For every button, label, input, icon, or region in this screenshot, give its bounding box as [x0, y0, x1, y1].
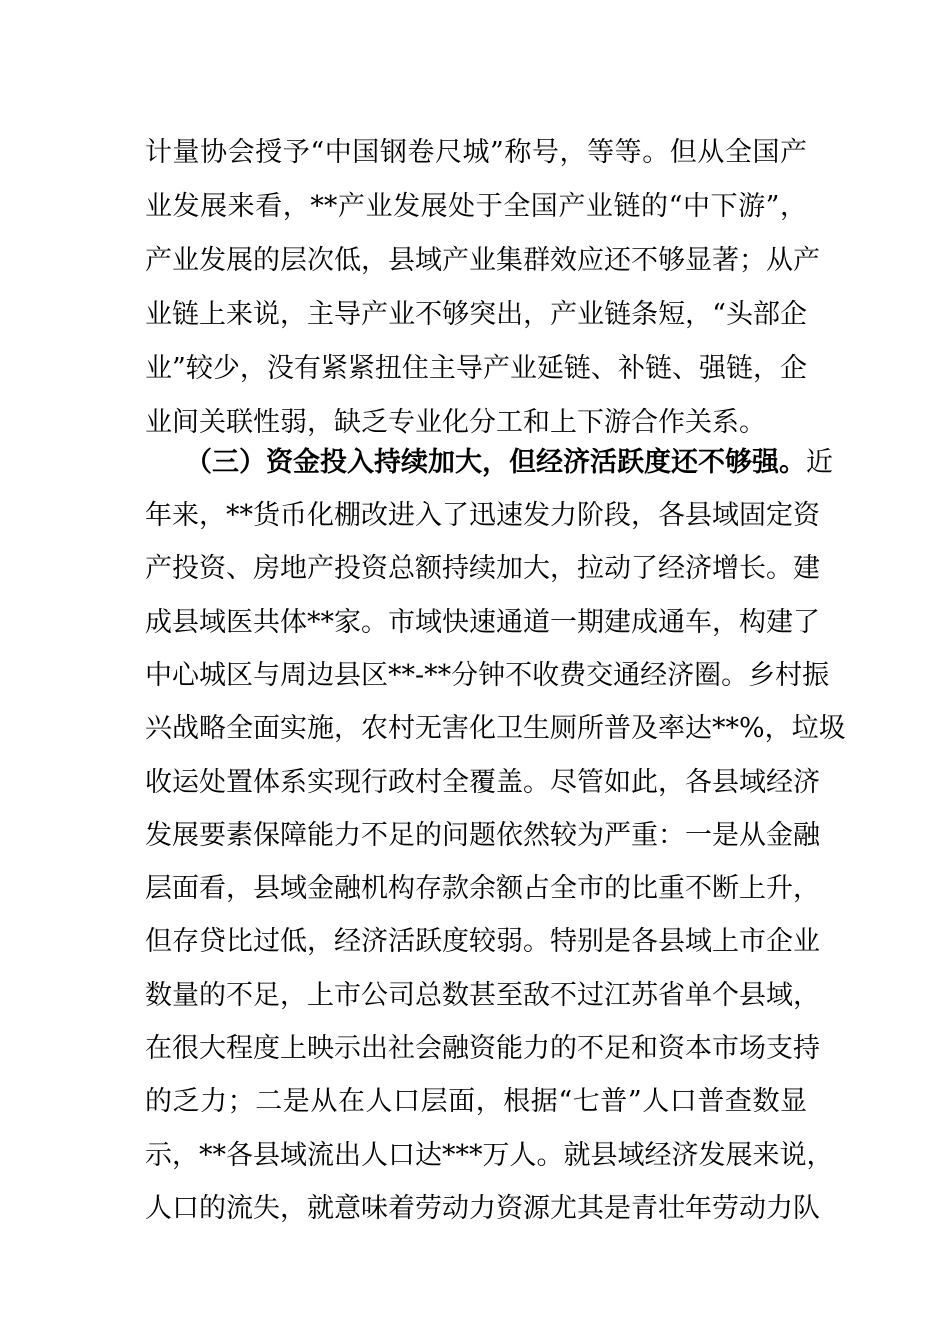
paragraph-line: 年来，**货币化棚改进入了迅速发力阶段，各县域固定资: [145, 500, 820, 531]
paragraph-line: 的乏力；二是从在人口层面，根据“七普”人口普查数显: [145, 1086, 807, 1117]
section-heading: （三）资金投入持续加大，但经济活跃度还不够强。: [185, 447, 806, 478]
heading-tail-text: 近: [806, 447, 833, 478]
paragraph-line: 业”较少，没有紧紧扭住主导产业延链、补链、强链，企: [145, 353, 807, 384]
paragraph-line: 产业发展的层次低，县域产业集群效应还不够显著；从产: [145, 245, 820, 276]
paragraph-line: 数量的不足，上市公司总数甚至敌不过江苏省单个县域，: [145, 980, 820, 1011]
paragraph-line: 兴战略全面实施，农村无害化卫生厕所普及率达**%，垃圾: [145, 713, 846, 744]
paragraph-line: 业发展来看，**产业发展处于全国产业链的“中下游”，: [145, 191, 807, 222]
paragraph-line: 人口的流失，就意味着劳动力资源尤其是青壮年劳动力队: [145, 1193, 820, 1224]
paragraph-line: 发展要素保障能力不足的问题依然较为严重：一是从金融: [145, 820, 820, 851]
paragraph-line: 示，**各县域流出人口达***万人。就县域经济发展来说，: [145, 1140, 834, 1171]
section-heading-line: [185, 438, 833, 488]
paragraph-line: 业间关联性弱，缺乏专业化分工和上下游合作关系。: [145, 407, 766, 438]
paragraph-line: 在很大程度上映示出社会融资能力的不足和资本市场支持: [145, 1033, 820, 1064]
paragraph-line: 层面看，县域金融机构存款余额占全市的比重不断上升，: [145, 873, 820, 904]
paragraph-line: 业链上来说，主导产业不够突出，产业链条短，“头部企: [145, 299, 807, 330]
paragraph-line: 成县域医共体**家。市域快速通道一期建成通车，构建了: [145, 607, 820, 638]
paragraph-line: 但存贷比过低，经济活跃度较弱。特别是各县域上市企业: [145, 926, 820, 957]
paragraph-line: 中心城区与周边县区**-**分钟不收费交通经济圈。乡村振: [145, 660, 830, 691]
paragraph-line: 计量协会授予“中国钢卷尺城”称号，等等。但从全国产: [145, 137, 807, 168]
paragraph-line: 收运处置体系实现行政村全覆盖。尽管如此，各县域经济: [145, 767, 820, 798]
paragraph-line: 产投资、房地产投资总额持续加大，拉动了经济增长。建: [145, 553, 820, 584]
